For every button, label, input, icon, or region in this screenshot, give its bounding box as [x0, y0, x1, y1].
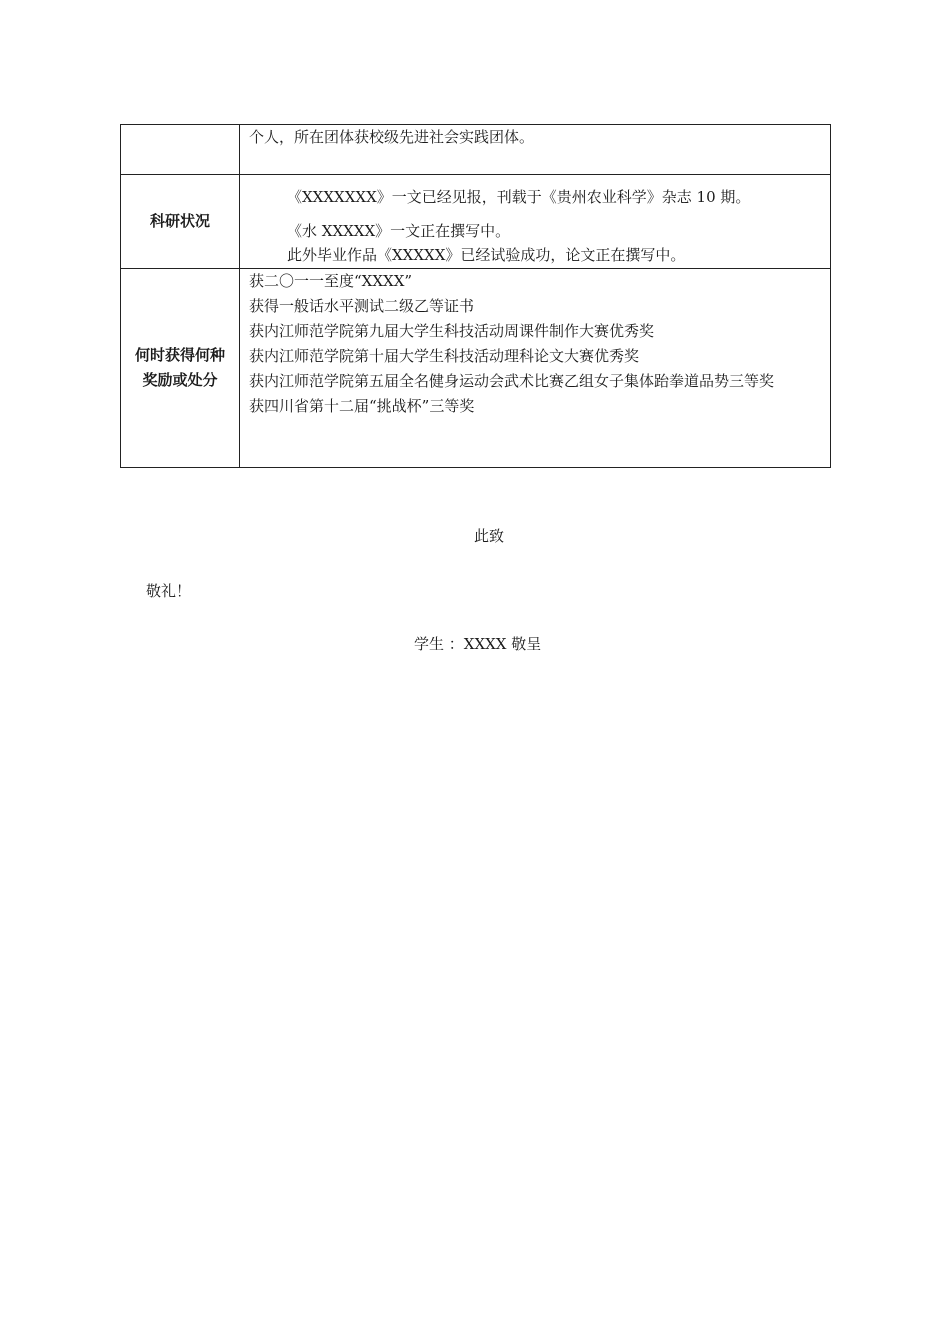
content-line: 个人，所在团体获校级先进社会实践团体。 [249, 128, 535, 146]
row-content [240, 125, 831, 175]
closing-salutation: 此致 [474, 527, 505, 545]
closing-signature: 学生 ：XXXX 敬呈 [414, 635, 542, 653]
row-content-research [240, 175, 831, 269]
table-row [121, 269, 831, 468]
label-line: 奖励或处分 [142, 371, 218, 389]
closing-respect: 敬礼！ [146, 582, 192, 600]
row-label [121, 125, 240, 175]
info-table [120, 124, 831, 468]
award-item: 获内江师范学院第十届大学生科技活动理科论文大赛优秀奖 [249, 347, 640, 365]
label-line: 何时获得何种 [134, 346, 225, 364]
row-label-research: 科研状况 [121, 175, 240, 269]
award-item: 获得一般话水平测试二级乙等证书 [249, 297, 475, 315]
award-item: 获内江师范学院第五届全名健身运动会武术比赛乙组女子集体跆拳道品势三等奖 [249, 372, 775, 390]
award-item: 获四川省第十二届“挑战杯”三等奖 [249, 397, 475, 415]
content-line: 《XXXXXXX》一文已经见报，刊载于《贵州农业科学》杂志 10 期。 [287, 188, 751, 206]
content-line: 此外毕业作品《XXXXX》已经试验成功，论文正在撰写中。 [287, 246, 686, 264]
content-line: 《水 XXXXX》一文正在撰写中。 [287, 222, 511, 240]
award-item: 获内江师范学院第九届大学生科技活动周课件制作大赛优秀奖 [249, 322, 655, 340]
row-content-awards [240, 269, 831, 468]
row-label-awards [121, 269, 240, 468]
table-row [121, 125, 831, 175]
award-item: 获二〇一一至度“XXXX” [249, 272, 413, 290]
table-row [121, 175, 831, 269]
